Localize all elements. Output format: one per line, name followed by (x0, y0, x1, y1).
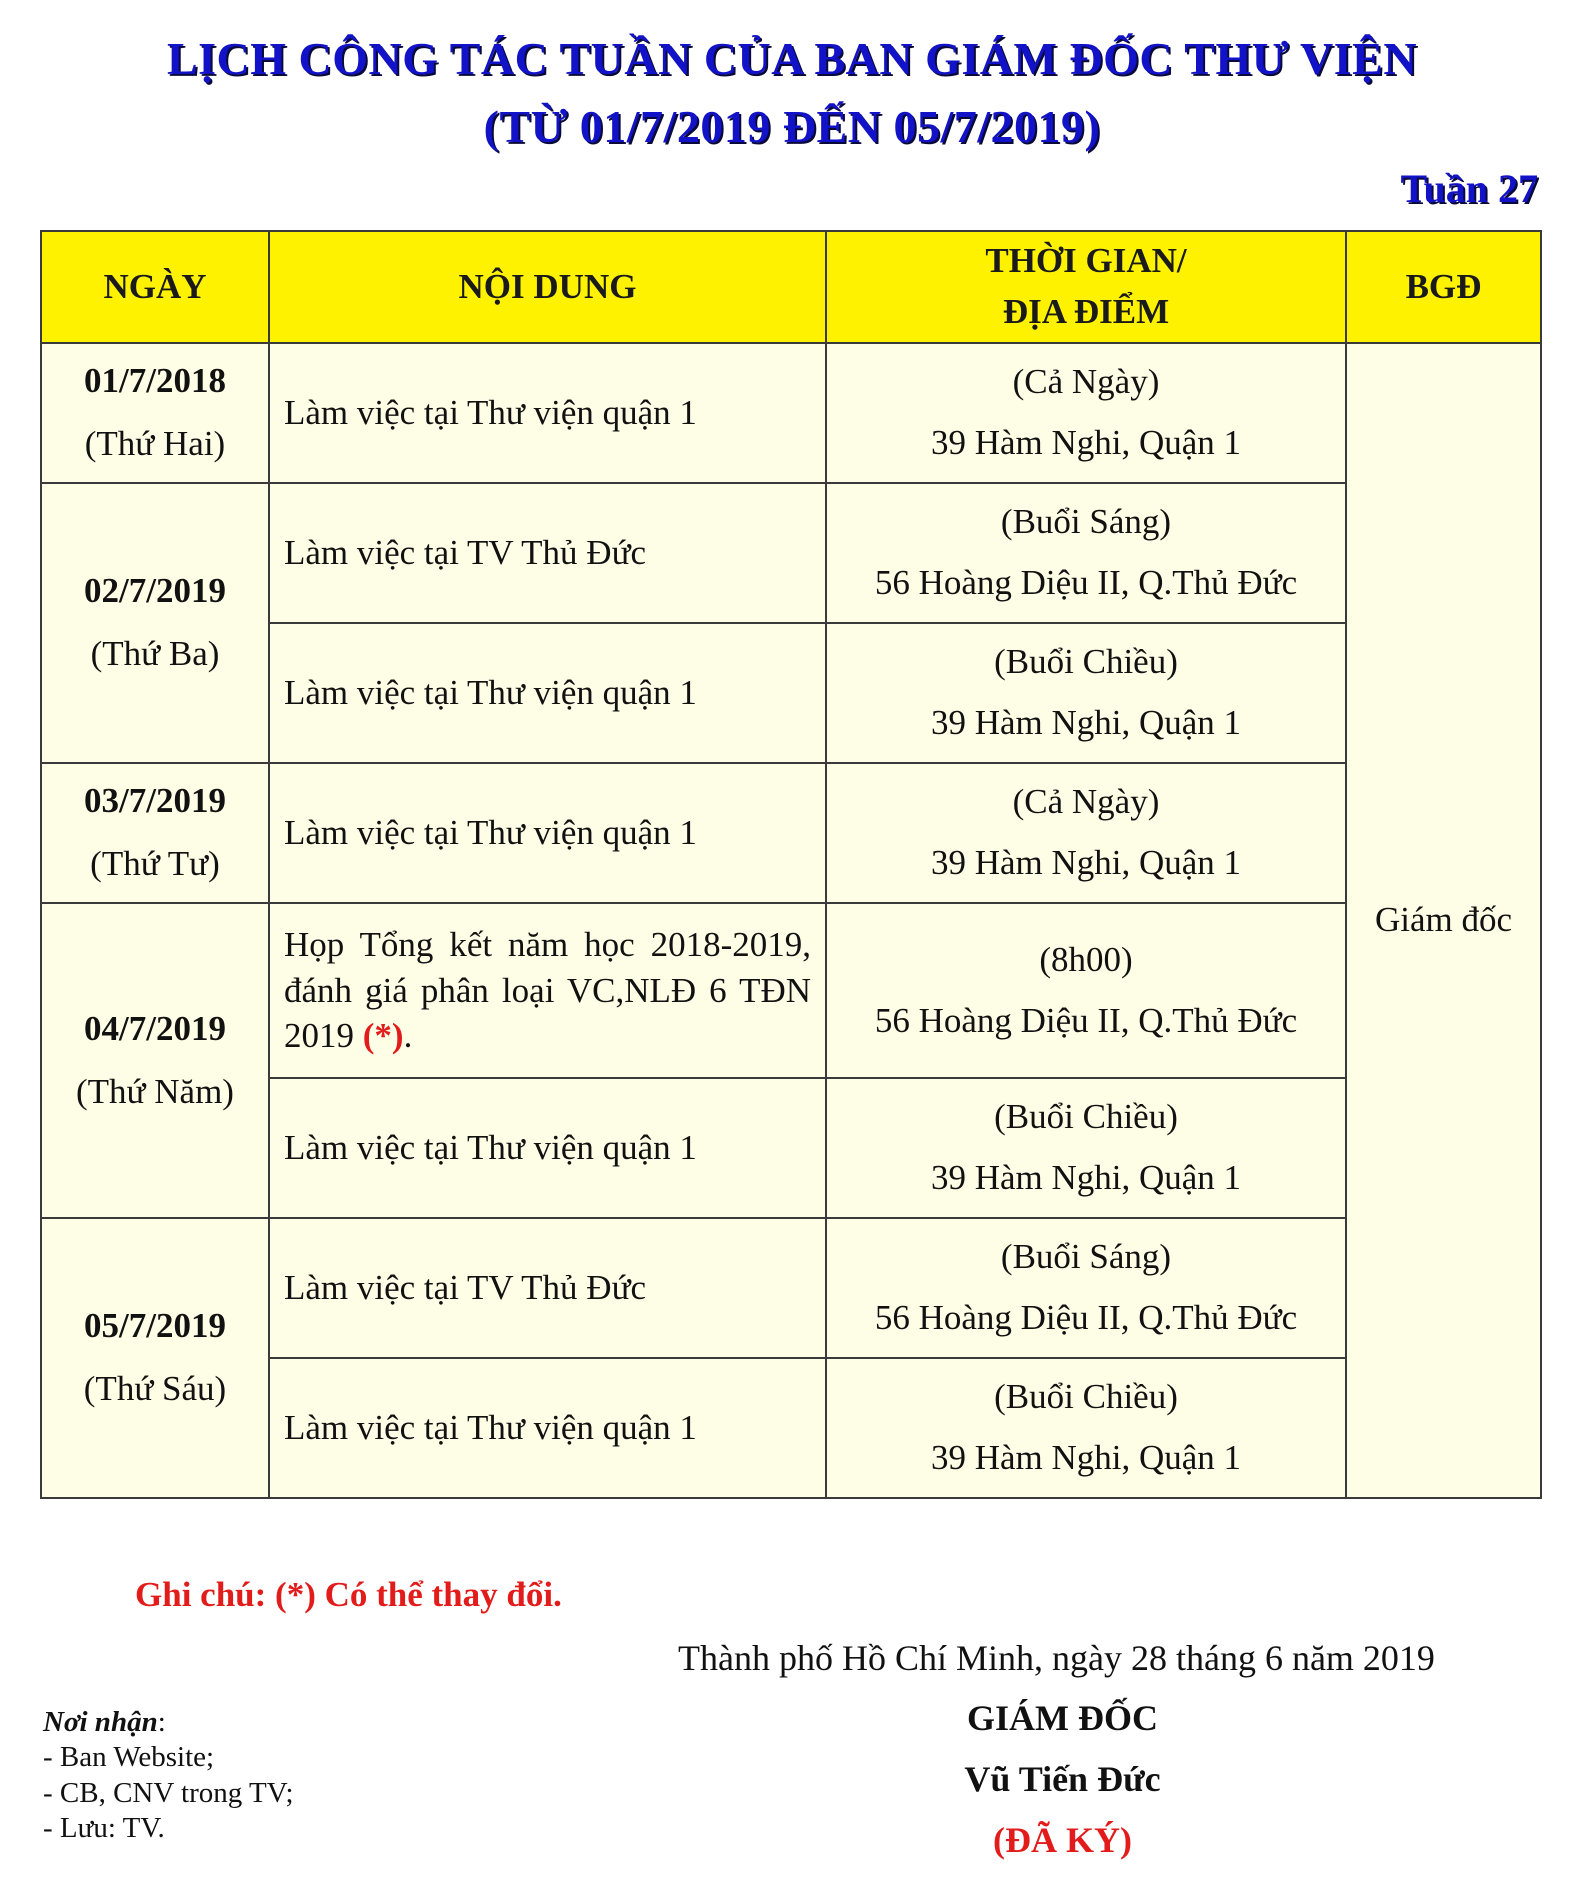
day-cell (41, 763, 269, 903)
time-slot: (Cả Ngày) (1012, 362, 1160, 402)
address: 39 Hàm Nghi, Quận 1 (930, 843, 1242, 882)
address: 39 Hàm Nghi, Quận 1 (930, 423, 1242, 462)
content-end: . (403, 1016, 413, 1056)
list-item: - Lưu: TV. (43, 1812, 165, 1845)
day-date: 03/7/2019 (84, 781, 226, 821)
content-cell: Làm việc tại Thư viện quận 1 (269, 1358, 826, 1498)
address: 56 Hoàng Diệu II, Q.Thủ Đức (874, 1000, 1298, 1040)
address: 56 Hoàng Diệu II, Q.Thủ Đức (874, 1298, 1298, 1337)
time-place-cell (826, 903, 1346, 1078)
content-cell: Làm việc tại Thư viện quận 1 (269, 623, 826, 763)
content-cell: Làm việc tại TV Thủ Đức (269, 1218, 826, 1358)
time-place-cell (826, 763, 1346, 903)
header-day: NGÀY (41, 231, 269, 343)
recipients-heading: Nơi nhận (43, 1706, 158, 1738)
day-weekday: (Thứ Tư) (90, 844, 220, 883)
content-cell: Làm việc tại Thư viện quận 1 (269, 1078, 826, 1218)
recipients-heading-line (43, 1705, 294, 1740)
time-place-cell (826, 1078, 1346, 1218)
time-place-cell (826, 343, 1346, 483)
table-row (41, 903, 1541, 1078)
list-item: - Ban Website; (43, 1741, 215, 1774)
content-text: Họp Tổng kết năm học 2018-2019, đánh giá phân loại VC,NLĐ 6 TĐN 2019 (284, 925, 811, 1056)
time-slot: (Buổi Sáng) (1000, 502, 1172, 542)
day-weekday: (Thứ Năm) (76, 1071, 234, 1111)
content-cell (269, 903, 826, 1078)
day-weekday: (Thứ Ba) (90, 634, 220, 673)
time-slot: (8h00) (1039, 939, 1133, 979)
table-row (41, 763, 1541, 903)
day-weekday: (Thứ Sáu) (83, 1369, 227, 1408)
address: 56 Hoàng Diệu II, Q.Thủ Đức (874, 563, 1298, 602)
place-date: Thành phố Hồ Chí Minh, ngày 28 tháng 6 năm 2019 (678, 1638, 1435, 1678)
time-slot: (Buổi Sáng) (1000, 1237, 1172, 1277)
content-cell: Làm việc tại Thư viện quận 1 (269, 763, 826, 903)
header-bgd: BGĐ (1346, 231, 1541, 343)
day-cell (41, 343, 269, 483)
content-cell: Làm việc tại Thư viện quận 1 (269, 343, 826, 483)
signature-title: GIÁM ĐỐC (967, 1698, 1158, 1738)
header-time-place (826, 231, 1346, 343)
signature-name: Vũ Tiến Đức (964, 1759, 1161, 1799)
schedule-table (40, 230, 1542, 1499)
time-slot: (Buổi Chiều) (994, 1097, 1178, 1137)
document-date-range: (TỪ 01/7/2019 ĐẾN 05/7/2019) (483, 101, 1101, 152)
time-place-cell (826, 483, 1346, 623)
week-label: Tuần 27 (1400, 166, 1538, 211)
time-place-cell (826, 1358, 1346, 1498)
list-item: - CB, CNV trong TV; (43, 1776, 294, 1809)
address: 39 Hàm Nghi, Quận 1 (930, 703, 1242, 742)
table-row (41, 483, 1541, 623)
time-slot: (Cả Ngày) (1012, 782, 1160, 822)
table-row (41, 343, 1541, 483)
day-date: 04/7/2019 (84, 1008, 226, 1048)
day-weekday: (Thứ Hai) (84, 424, 226, 463)
time-slot: (Buổi Chiều) (994, 1377, 1178, 1417)
day-cell (41, 903, 269, 1218)
recipients-block (43, 1705, 294, 1847)
time-place-cell (826, 623, 1346, 763)
day-cell (41, 483, 269, 763)
header-time-line2: ĐỊA ĐIỂM (1002, 292, 1170, 331)
bgd-cell: Giám đốc (1346, 343, 1541, 1498)
time-slot: (Buổi Chiều) (994, 642, 1178, 682)
time-place-cell (826, 1218, 1346, 1358)
day-cell (41, 1218, 269, 1498)
header-content: NỘI DUNG (269, 231, 826, 343)
day-date: 02/7/2019 (84, 571, 226, 611)
signature-status: (ĐÃ KÝ) (993, 1820, 1132, 1860)
table-row (41, 1218, 1541, 1358)
day-date: 01/7/2018 (84, 361, 226, 401)
address: 39 Hàm Nghi, Quận 1 (930, 1438, 1242, 1477)
header-time-line1: THỜI GIAN/ (985, 241, 1187, 281)
change-mark: (*) (362, 1016, 404, 1056)
note-text: Ghi chú: (*) Có thể thay đổi. (135, 1575, 562, 1614)
document-title: LỊCH CÔNG TÁC TUẦN CỦA BAN GIÁM ĐỐC THƯ VIỆN (166, 33, 1418, 84)
day-date: 05/7/2019 (84, 1306, 226, 1346)
recipients-colon: : (157, 1706, 166, 1738)
address: 39 Hàm Nghi, Quận 1 (930, 1158, 1242, 1197)
content-cell: Làm việc tại TV Thủ Đức (269, 483, 826, 623)
